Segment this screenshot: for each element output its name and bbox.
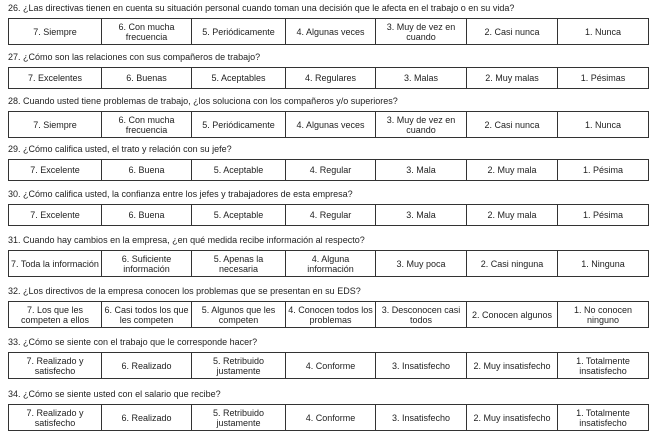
option-5[interactable]: 5. Aceptables [192, 68, 286, 89]
option-4[interactable]: 4. Regular [286, 205, 376, 226]
option-7[interactable]: 7. Excelente [9, 160, 102, 181]
option-6[interactable]: 6. Realizado [102, 405, 192, 431]
option-4[interactable]: 4. Conforme [286, 353, 376, 379]
option-5[interactable]: 5. Algunos que les competen [192, 302, 286, 328]
options-table [8, 352, 649, 379]
option-6[interactable]: 6. Buena [102, 160, 192, 181]
option-6[interactable]: 6. Realizado [102, 353, 192, 379]
option-3[interactable]: 3. Malas [376, 68, 467, 89]
option-7[interactable]: 7. Toda la información [9, 251, 102, 277]
options-table [8, 159, 649, 181]
option-4[interactable]: 4. Algunas veces [286, 112, 376, 138]
options-table [8, 204, 649, 226]
option-7[interactable]: 7. Siempre [9, 112, 102, 138]
question-text: 31. Cuando hay cambios en la empresa, ¿en qué medida recibe información al respecto? [8, 235, 365, 245]
option-7[interactable]: 7. Realizado y satisfecho [9, 405, 102, 431]
option-1[interactable]: 1. Pésima [558, 205, 649, 226]
question-27 [8, 51, 648, 89]
option-3[interactable]: 3. Mala [376, 205, 467, 226]
options-table [8, 250, 649, 277]
option-2[interactable]: 2. Casi ninguna [467, 251, 558, 277]
question-30 [8, 188, 648, 226]
question-26 [8, 2, 648, 45]
option-1[interactable]: 1. Nunca [558, 19, 649, 45]
option-3[interactable]: 3. Desconocen casi todos [376, 302, 467, 328]
option-4[interactable]: 4. Conocen todos los problemas [286, 302, 376, 328]
question-34 [8, 388, 648, 431]
option-4[interactable]: 4. Regular [286, 160, 376, 181]
question-text: 26. ¿Las directivas tienen en cuenta su situación personal cuando toman una decisión que le afecta en el trabajo o en su vida? [8, 3, 515, 13]
question-29 [8, 143, 648, 181]
option-3[interactable]: 3. Insatisfecho [376, 353, 467, 379]
option-2[interactable]: 2. Muy insatisfecho [467, 405, 558, 431]
option-5[interactable]: 5. Apenas la necesaria [192, 251, 286, 277]
option-7[interactable]: 7. Excelentes [9, 68, 102, 89]
option-5[interactable]: 5. Periódicamente [192, 112, 286, 138]
option-2[interactable]: 2. Casi nunca [467, 112, 558, 138]
options-table [8, 67, 649, 89]
options-table [8, 111, 649, 138]
question-text: 27. ¿Cómo son las relaciones con sus compañeros de trabajo? [8, 52, 261, 62]
option-3[interactable]: 3. Insatisfecho [376, 405, 467, 431]
option-1[interactable]: 1. Ninguna [558, 251, 649, 277]
option-4[interactable]: 4. Regulares [286, 68, 376, 89]
option-1[interactable]: 1. Pésimas [558, 68, 649, 89]
option-2[interactable]: 2. Muy insatisfecho [467, 353, 558, 379]
option-7[interactable]: 7. Realizado y satisfecho [9, 353, 102, 379]
option-1[interactable]: 1. Totalmente insatisfecho [558, 405, 649, 431]
question-28 [8, 95, 648, 138]
option-2[interactable]: 2. Muy malas [467, 68, 558, 89]
question-text: 30. ¿Cómo califica usted, la confianza entre los jefes y trabajadores de esta empresa? [8, 189, 353, 199]
option-3[interactable]: 3. Muy poca [376, 251, 467, 277]
option-2[interactable]: 2. Muy mala [467, 160, 558, 181]
option-6[interactable]: 6. Suficiente información [102, 251, 192, 277]
options-table [8, 404, 649, 431]
option-6[interactable]: 6. Casi todos los que les competen [102, 302, 192, 328]
option-5[interactable]: 5. Aceptable [192, 160, 286, 181]
option-5[interactable]: 5. Retribuido justamente [192, 353, 286, 379]
option-5[interactable]: 5. Periódicamente [192, 19, 286, 45]
option-6[interactable]: 6. Buena [102, 205, 192, 226]
question-text: 33. ¿Cómo se siente con el trabajo que le corresponde hacer? [8, 337, 258, 347]
option-6[interactable]: 6. Con mucha frecuencia [102, 19, 192, 45]
option-7[interactable]: 7. Los que les competen a ellos [9, 302, 102, 328]
option-1[interactable]: 1. Pésima [558, 160, 649, 181]
question-33 [8, 336, 648, 379]
question-text: 34. ¿Cómo se siente usted con el salario que recibe? [8, 389, 221, 399]
options-table [8, 18, 649, 45]
option-2[interactable]: 2. Casi nunca [467, 19, 558, 45]
option-2[interactable]: 2. Conocen algunos [467, 302, 558, 328]
option-6[interactable]: 6. Con mucha frecuencia [102, 112, 192, 138]
option-1[interactable]: 1. Totalmente insatisfecho [558, 353, 649, 379]
option-4[interactable]: 4. Algunas veces [286, 19, 376, 45]
option-7[interactable]: 7. Siempre [9, 19, 102, 45]
question-31 [8, 234, 648, 277]
option-3[interactable]: 3. Muy de vez en cuando [376, 112, 467, 138]
option-3[interactable]: 3. Mala [376, 160, 467, 181]
option-7[interactable]: 7. Excelente [9, 205, 102, 226]
option-4[interactable]: 4. Alguna información [286, 251, 376, 277]
option-1[interactable]: 1. No conocen ninguno [558, 302, 649, 328]
question-text: 32. ¿Los directivos de la empresa conocen los problemas que se presentan en su EDS? [8, 286, 361, 296]
option-1[interactable]: 1. Nunca [558, 112, 649, 138]
option-5[interactable]: 5. Aceptable [192, 205, 286, 226]
option-4[interactable]: 4. Conforme [286, 405, 376, 431]
option-6[interactable]: 6. Buenas [102, 68, 192, 89]
option-2[interactable]: 2. Muy mala [467, 205, 558, 226]
option-3[interactable]: 3. Muy de vez en cuando [376, 19, 467, 45]
question-text: 29. ¿Cómo califica usted, el trato y relación con su jefe? [8, 144, 232, 154]
question-32 [8, 285, 648, 328]
option-5[interactable]: 5. Retribuido justamente [192, 405, 286, 431]
question-text: 28. Cuando usted tiene problemas de trabajo, ¿los soluciona con los compañeros y/o superiores? [8, 96, 398, 106]
options-table [8, 301, 649, 328]
